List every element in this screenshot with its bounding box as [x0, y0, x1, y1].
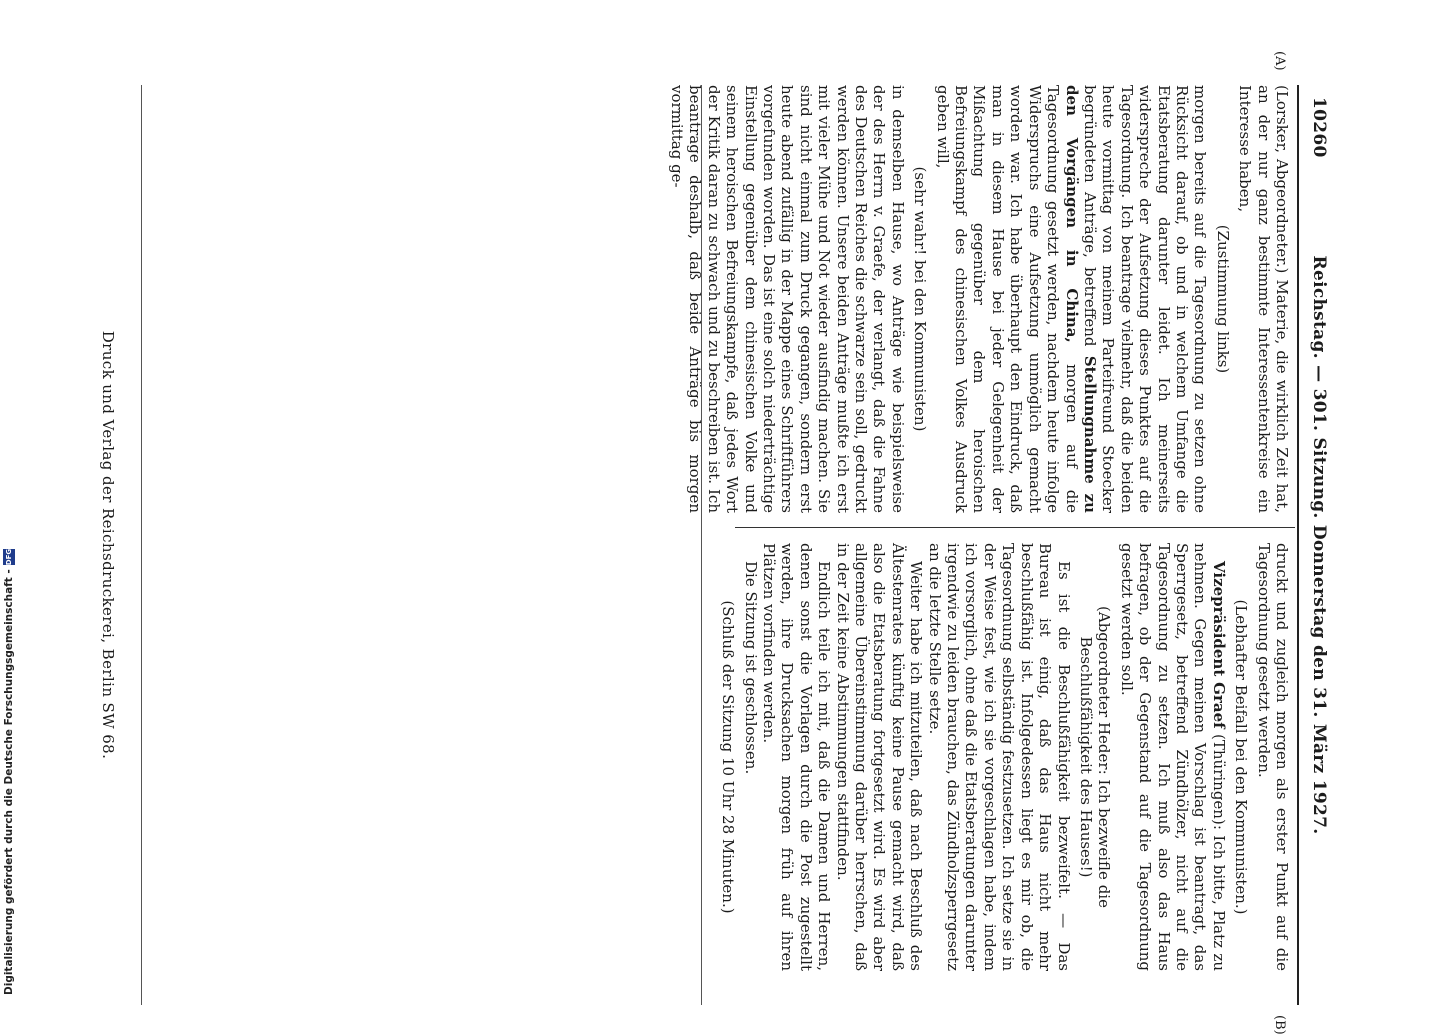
rotated-page	[47, 51, 1337, 1035]
right-column	[715, 543, 1291, 971]
applause-left: (Zustimmung links)	[1213, 224, 1232, 374]
session-closing: (Schluß der Sitzung 10 Uhr 28 Minuten.)	[719, 600, 738, 914]
left-para-2: in demselben Hause, wo Anträge wie beispielsweise der des Herrn v. Graefe, der verlangt, daß die Fahne des Deutschen Reiches die schwarze sein soll, gedruckt werden können. Unsere beiden Anträge mußte ich erst mit vieler Mühe und Not wieder ausfindig machen. Sie sind nicht einmal zum Druck gegangen, sondern erst heute abend zufällig in der Mappe eines Schriftführers vorgefunden worden. Das ist eine solch niederträchtige Einstellung gegenüber dem chinesischen Volke und seinem heroischen Befreiungskampfe, daß jedes Wort der Kritik daran zu schwach und zu beschreiben ist. Ich beantrage deshalb, daß beide Anträge bis morgen vormittag ge-	[668, 85, 907, 513]
running-head	[1301, 85, 1329, 1005]
left-para-bold: Stellungnahme zu den Vorgängen in China,	[1062, 85, 1099, 513]
right-para-2-text: (Thüringen): Ich bitte, Platz zu nehmen. Gegen meinen Vorschlag ist beantragt, das Sperrgesetz, betreffend Zündhölzer, nicht auf die Tagesordnung zu setzen. Ich muß also das Haus befragen, ob der Gegenstand auf die Tagesordnung gesetzt werden soll.	[1117, 543, 1228, 971]
credit-text: Digitalisierung gefördert durch die Deutsche Forschungsgemeinschaft -	[3, 569, 15, 995]
footer-rule-top	[701, 85, 702, 1005]
applause-right: (Lebhafter Beifall bei den Kommunisten.)	[1232, 599, 1251, 915]
right-para-4: Weiter habe ich mitzuteilen, daß nach Beschluß des Ältestenrates künftig keine Pause gemacht wird, daß also die Etatsberatung fortgesetzt wird. Es wird aber allgemeine Übereinstimmung darüber herrschen, daß in der Zeit keine Abstimmungen stattfinden.	[833, 543, 926, 971]
head-rule	[1297, 85, 1299, 1005]
speaker-name: Vizepräsident Graef	[1209, 561, 1228, 729]
page-number: 10260	[1309, 97, 1329, 158]
column-rule	[735, 527, 1295, 528]
running-title: Reichstag. — 301. Sitzung. Donnerstag den 31. März 1927.	[1309, 255, 1329, 835]
right-para-5: Endlich teile ich mit, daß die Damen und Herren, denen sonst die Vorlagen durch die Post zugestellt werden, ihre Drucksachen morgen früh auf ihren Plätzen vorfinden werden.	[760, 543, 834, 971]
left-para-1-tail: morgen auf die Tagesordnung gesetzt werden, nachdem heute infolge Widerspruchs eine Aufsetzung unmöglich gemacht worden war. Ich habe überhaupt den Eindruck, daß man in diesem Hause bei jeder Gelegenheit der Mißachtung gegenüber dem heroischen Befreiungskampf des chinesischen Volkes Ausdruck geben will,	[933, 85, 1081, 513]
printer-imprint: Druck und Verlag der Reichsdruckerei, Berlin SW 68.	[99, 330, 117, 760]
right-para-6: Die Sitzung ist geschlossen.	[741, 561, 760, 775]
interjection-right: (Abgeordneter Heder: Ich bezweifle die Beschlußfähigkeit des Hauses!)	[1076, 606, 1114, 908]
right-para-1: druckt und zugleich morgen als erster Punkt auf die Tagesordnung gesetzt werden.	[1254, 543, 1291, 971]
digitization-credit	[2, 548, 16, 995]
dfg-logo: DFG	[5, 548, 13, 566]
margin-mark-b: (B)	[1272, 1015, 1287, 1035]
left-para-1: (Lorsker, Abgeordneter.) Materie, die wirklich Zeit hat, an der nur ganz bestimmte Interessentenkreise ein Interesse haben,	[1236, 85, 1291, 513]
left-column	[668, 85, 1291, 513]
footer-rule-bottom	[141, 85, 142, 1005]
right-para-3: Es ist die Beschlußfähigkeit bezweifelt. — Das Bureau ist einig, daß das Haus nicht mehr beschlußfähig ist. Infolgedessen liegt es mir ob, die Tagesordnung selbständig festzusetzen. Ich setze sie in der Weise fest, wie ich sie vorgeschlagen habe, indem ich vorsorglich, ohne daß die Etatsberatungen darunter irgendwie zu leiden brauchen, das Zündholzsperrgesetz an die letzte Stelle setze.	[925, 543, 1073, 971]
left-para-1-cont-text: morgen bereits auf die Tagesordnung zu setzen ohne Rücksicht darauf, ob und in welchem Umfange die Etatsberatung darunter leidet. Ich meinerseits widerspreche der Aufsetzung dieses Punktes auf die Tagesordnung. Ich beantrage vielmehr, daß die beiden heute vormittag von meinem Parteifreund Stoecker begründeten Anträge, betreffend	[1080, 85, 1210, 513]
margin-mark-a: (A)	[1272, 51, 1287, 71]
interjection-left: (sehr wahr! bei den Kommunisten)	[911, 166, 930, 432]
left-para-1-cont	[933, 85, 1209, 513]
right-para-2	[1117, 543, 1227, 971]
